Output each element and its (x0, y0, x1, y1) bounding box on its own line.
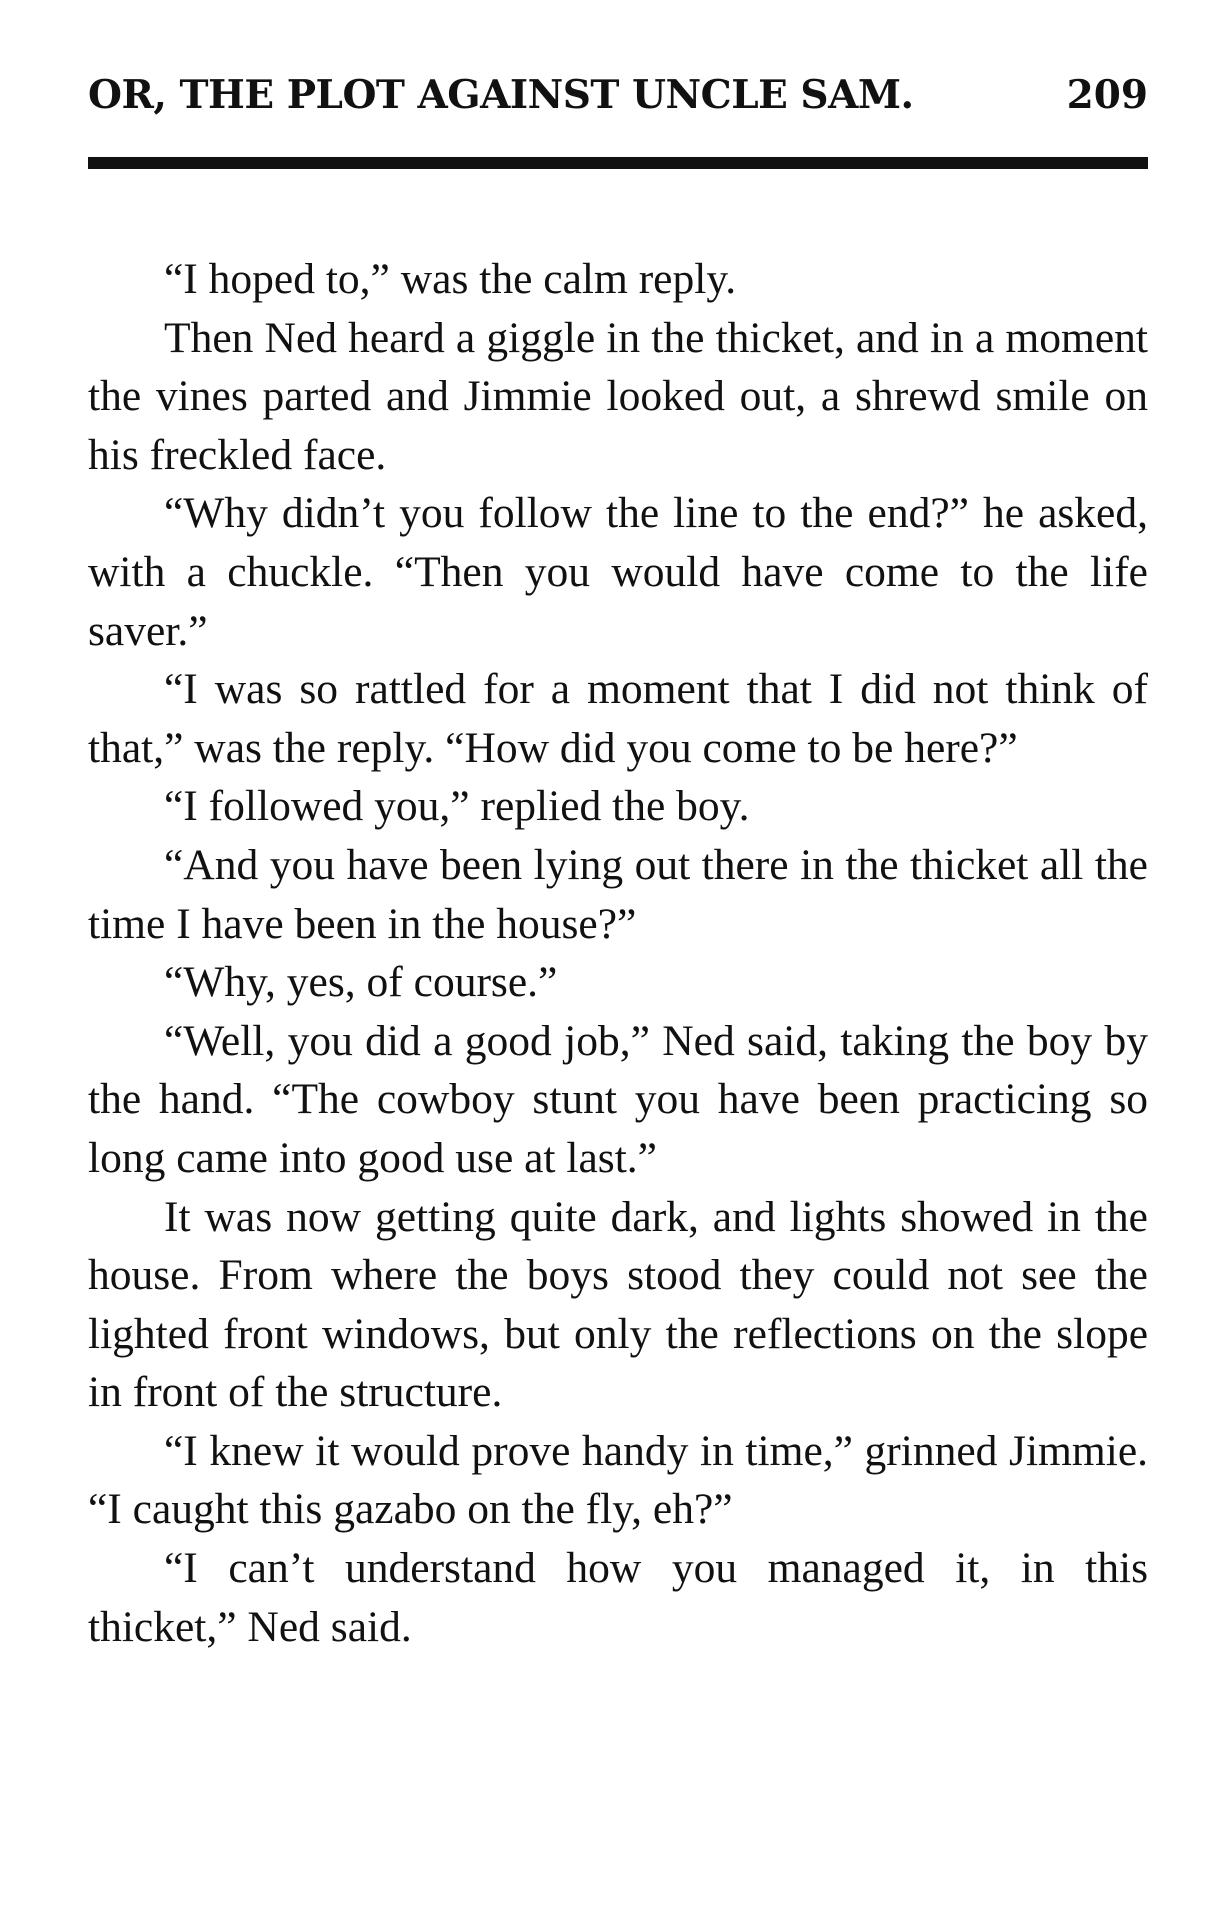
paragraph: “Why, yes, of course.” (164, 958, 558, 1007)
header-rule (88, 157, 1148, 169)
paragraph: It was now getting quite dark, and lights showed in the house. From where the boys stood they could not see the lighted front windows, but only the reflections on the slope in front of the structure. (88, 1192, 1148, 1417)
running-head (88, 72, 1148, 132)
paragraph: “I was so rattled for a moment that I did not think of that,” was the reply. “How did you come to be here?” (88, 665, 1148, 772)
paragraph: “I knew it would prove handy in time,” grinned Jimmie. “I caught this gazabo on the fly, eh?” (88, 1426, 1148, 1534)
page-number: 209 (1066, 72, 1148, 118)
paragraph: “And you have been lying out there in the thicket all the time I have been in the house?” (88, 840, 1148, 948)
paragraph: “I followed you,” replied the boy. (164, 782, 750, 831)
paragraph: Then Ned heard a giggle in the thicket, and in a moment the vines parted and Jimmie looked out, a shrewd smile on his freckled face. (88, 313, 1148, 479)
body-text (88, 250, 1148, 1656)
book-page (88, 0, 1148, 1931)
paragraph: “I can’t understand how you managed it, in this thicket,” Ned said. (88, 1544, 1148, 1651)
paragraph: “I hoped to,” was the calm reply. (164, 255, 737, 303)
paragraph: “Well, you did a good job,” Ned said, taking the boy by the hand. “The cowboy stunt you have been practicing so long came into good use at last.” (88, 1016, 1148, 1182)
paragraph: “Why didn’t you follow the line to the end?” he asked, with a chuckle. “Then you would have come to the life saver.” (88, 489, 1148, 655)
running-title: OR, THE PLOT AGAINST UNCLE SAM. (88, 72, 914, 118)
